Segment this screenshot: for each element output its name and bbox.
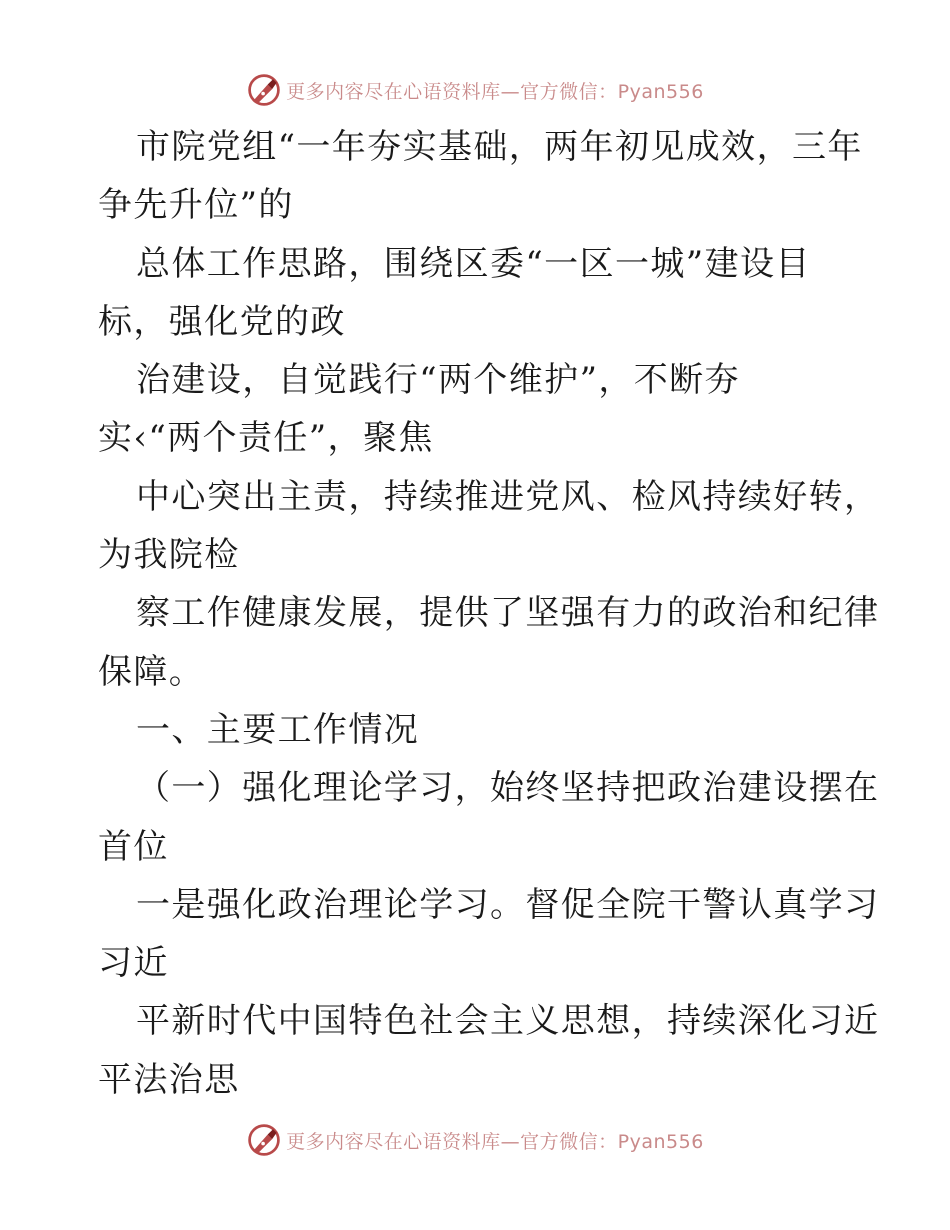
watermark-text: 更多内容尽在心语资料库—官方微信：Pyan556 xyxy=(286,80,704,103)
section-heading: 一、主要工作情况 xyxy=(136,709,420,750)
paragraph-line: 保障。 xyxy=(98,651,205,692)
paragraph-line: 习近 xyxy=(98,943,169,984)
paragraph-line: 实‹“两个责任”，聚焦 xyxy=(98,418,434,459)
footer-watermark xyxy=(0,1120,950,1160)
paragraph-line: 一是强化政治理论学习。督促全院干警认真学习 xyxy=(136,884,880,925)
paragraph-line: 总体工作思路，围绕区委“一区一城”建设目 xyxy=(136,243,811,284)
paragraph-line: 市院党组“一年夯实基础，两年初见成效，三年 xyxy=(136,127,863,167)
paragraph-line: 标，强化党的政 xyxy=(98,301,346,342)
paragraph-line: 为我院检 xyxy=(98,535,240,576)
watermark-text: 更多内容尽在心语资料库—官方微信：Pyan556 xyxy=(286,1130,704,1153)
paragraph-line: 察工作健康发展，提供了坚强有力的政治和纪律 xyxy=(136,593,880,634)
document-body xyxy=(98,118,880,1109)
paragraph-line: 争先升位”的 xyxy=(98,185,294,226)
paragraph-line: 首位 xyxy=(98,826,169,867)
pen-nib-circle-icon xyxy=(246,1122,282,1158)
paragraph-line: 治建设，自觉践行“两个维护”，不断夯 xyxy=(136,360,740,401)
header-watermark xyxy=(0,70,950,110)
paragraph-line: 中心突出主责，持续推进党风、检风持续好转， xyxy=(136,476,880,517)
paragraph-line: 平新时代中国特色社会主义思想，持续深化习近 xyxy=(136,1001,880,1042)
subsection-heading: （一）强化理论学习，始终坚持把政治建设摆在 xyxy=(136,768,880,809)
paragraph-line: 平法治思 xyxy=(98,1059,240,1100)
pen-nib-circle-icon xyxy=(246,72,282,108)
